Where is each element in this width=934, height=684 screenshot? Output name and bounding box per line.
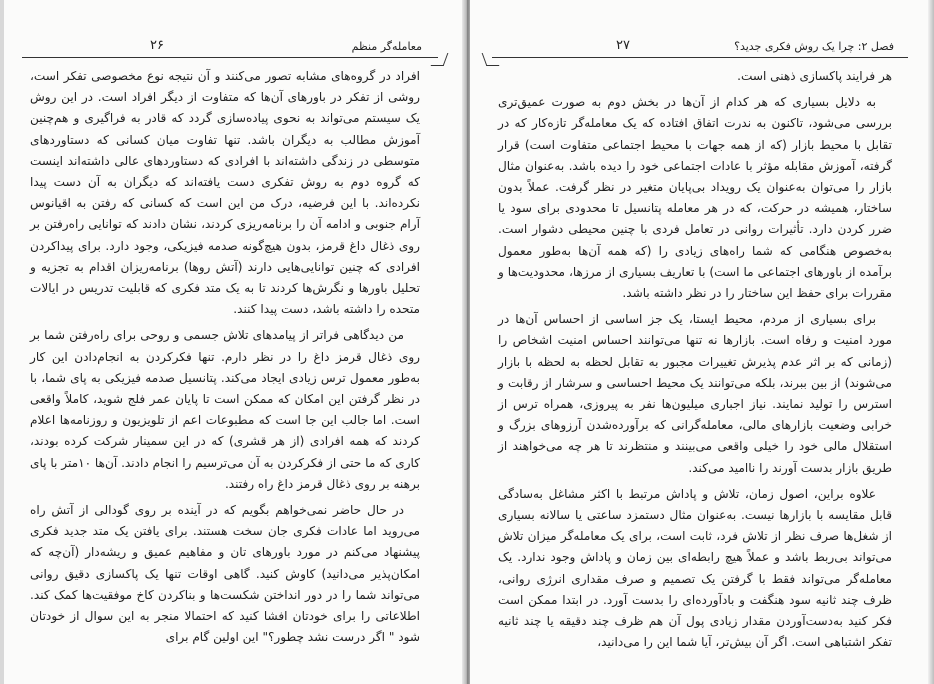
paragraph: علاوه براین، اصول زمان، تلاش و پاداش مرتبط با اکثر مشاغل به‌سادگی قابل مقایسه با بازارها نیست. به‌عنوان مثال دستمزد ساعتی یا سالانه بسیاری از شغل‌ها صرف نظر از تلاش فرد، ثابت است، برای یک معامله‌گر میزان تلاش می‌تواند بی‌ربط باشد و عملاً هیچ رابطه‌ای بین زمان و پاداش وجود ندارد. یک معامله‌گر می‌تواند فقط با گرفتن یک تصمیم و صرف مقداری انرژی روانی، ظرف چند ثانیه سود هنگفت و بادآورده‌ای را بدست آورد. در ابتدا ممکن است فکر کنید به‌دست‌آوردن مقدار زیادی پول آن هم ظرف چند دقیقه یا چند ثانیه تفکر اشتباهی است. اگر آن بیش‌تر، آیا شما این را می‌دانید، (498, 486, 892, 650)
running-title: فصل ۲: چرا یک روش فکری جدید؟ (730, 40, 898, 53)
paragraph: برای بسیاری از مردم، محیط ایستا، یک جز اساسی از احساس آن‌ها در مورد امنیت و رفاه است. بازارها نه تنها می‌توانند احساس امنیت اشخاص را (زمانی که بر اثر عدم پذیرش تغییرات مجبور به تقابل لحظه به لحظه با بازار می‌شوند) از بین ببرند، بلکه می‌توانند یک محیط احساسی و سرشار از رقابت و استرس را تولید نمایند. نیاز اجباری میلیون‌ها نفر به پیروزی، همراه ترس از خرابی وضعیت بازارهای مالی، معامله‌گرانی که برآورده‌شدن آرزوهای بزرگ و استقلال مالی خود را خیلی واقعی می‌بینند و منتظرند تا هر چه می‌خواهند از طریق بازار بدست آورند را ناامید می‌کند. (498, 312, 892, 475)
header-corner-ornament (482, 53, 500, 66)
paragraph: افراد در گروه‌های مشابه تصور می‌کنند و آن نتیجه نوع مخصوصی تفکر است، روشی از تفکر در باورهای آن‌ها که متفاوت از دیگر افراد است. در این روش یک سیستم می‌تواند به نحوی پیاده‌سازی گردد که قادر به فراگیری و هم‌چنین آموزش مطالب به دیگران باشد. تنها تفاوت میان کسانی که دستاوردهای متوسطی در زندگی داشته‌اند با افرادی که دستاوردهای عالی داشته‌اند اینست که گروه دوم به روش تفکری دست یافته‌اند که دیگران به آن دست پیدا نکرده‌اند. با این فرضیه، درک من این است که کسانی که رفتن به اقیانوس آرام جنوبی و ادامه آن را برنامه‌ریزی کردند، نشان دادند که توانایی راه‌رفتن بر روی ذغال داغ قرمز، بدون هیچ‌گونه صدمه فیزیکی، وجود دارد. برای پیداکردن افرادی که چنین توانایی‌هایی دارند (آتش روها) برنامه‌ریزان اقدام به تجزیه و تحلیل باورها و نگرش‌ها کردند تا به یک متد فکری که قابلیت تدریس در ایالات متحده را داشته باشد، دست پیدا کنند. (30, 69, 420, 317)
page-edge-shadow (0, 0, 4, 684)
header-rule (492, 57, 908, 58)
right-page-header (492, 38, 908, 64)
paragraph: در حال حاضر نمی‌خواهم بگویم که در آینده بر روی گودالی از آتش راه می‌روید اما عادات فکری جان سخت هستند. برای یافتن یک متد جدید فکری پیشنهاد می‌کنم در مورد باورهای تان و مفاهیم عمیق و ریشه‌دار (آن‌چه که امکان‌پذیر می‌دانید) کاوش کنید. گاهی اوقات تنها یک پاکسازی دقیق روانی می‌تواند شما را در دور انداختن شکست‌ها و بناکردن کاخ موفقیت‌ها کمک کند. اطلاعاتی را برای خودتان افشا کنید که احتمالا منجر به این سوال از خودتان شود " اگر درست نشد چطور؟" این اولین گام برای (30, 503, 420, 645)
left-page-body (30, 66, 420, 653)
left-page-header (22, 38, 438, 64)
page-number: ۲۶ (146, 38, 168, 53)
right-page-body (498, 66, 892, 658)
paragraph: هر فرایند پاکسازی ذهنی است. (737, 69, 892, 83)
paragraph: به دلایل بسیاری که هر کدام از آن‌ها در بخش دوم به صورت عمیق‌تری بررسی می‌شود، تاکنون به ندرت اتفاق افتاده که یک معامله‌گر تازه‌کار که در تقابل با محیط بازار (که از همه جهات با محیط اجتماعی متفاوت است) قرار گرفته، آموزش مقابله مؤثر با عادات اجتماعی خود را دیده باشد. به‌عنوان مثال بازار را می‌توان به‌عنوان یک رویداد بی‌پایان متغیر در نظر گرفت. عملاً بدون ساختار، همیشه در حرکت، که در هر معامله پتانسیل تا محدودی برای سود یا ضرر کردن دارد. تأثیرات روانی در تعامل فردی با چنین محیطی دشوار است. به‌خصوص هنگامی که شما راه‌های زیادی را (که همه آن‌ها به‌طور معمول برآمده از باورهای اجتماعی ما است) با تعاریف بسیاری از مرزها، محدودیت‌ها و مقررات برای حفظ این ساختار را در نظر داشته باشد. (498, 95, 892, 301)
page-number: ۲۷ (612, 38, 634, 53)
running-title: معامله‌گر منظم (348, 40, 426, 53)
page-edge-shadow (928, 0, 934, 684)
paragraph: من دیدگاهی فراتر از پیامدهای تلاش جسمی و روحی برای راه‌رفتن شما بر روی ذغال قرمز داغ را در نظر دارم. تنها فکرکردن به انجام‌دادن این کار به‌طور معمول ترس زیادی ایجاد می‌کند. پتانسیل صدمه فیزیکی به پای شما، با در نظر گرفتن این امکان که ممکن است تا پایان عمر فلج شوید، کاملاً واقعی است. اما جالب این جا است که مطبوعات اعم از تلویزیون و روزنامه‌ها اعلام کردند که همه افرادی (از هر قشری) که در این سمینار شرکت کرده بودند، کاری که ما حتی از فکرکردن به آن می‌ترسیم را انجام دادند. آن‌ها ۱۰متر با پای برهنه بر روی ذغال قرمز داغ راه رفتند. (30, 328, 420, 491)
right-page (470, 0, 934, 684)
header-rule (22, 57, 438, 58)
header-corner-ornament (431, 53, 449, 66)
